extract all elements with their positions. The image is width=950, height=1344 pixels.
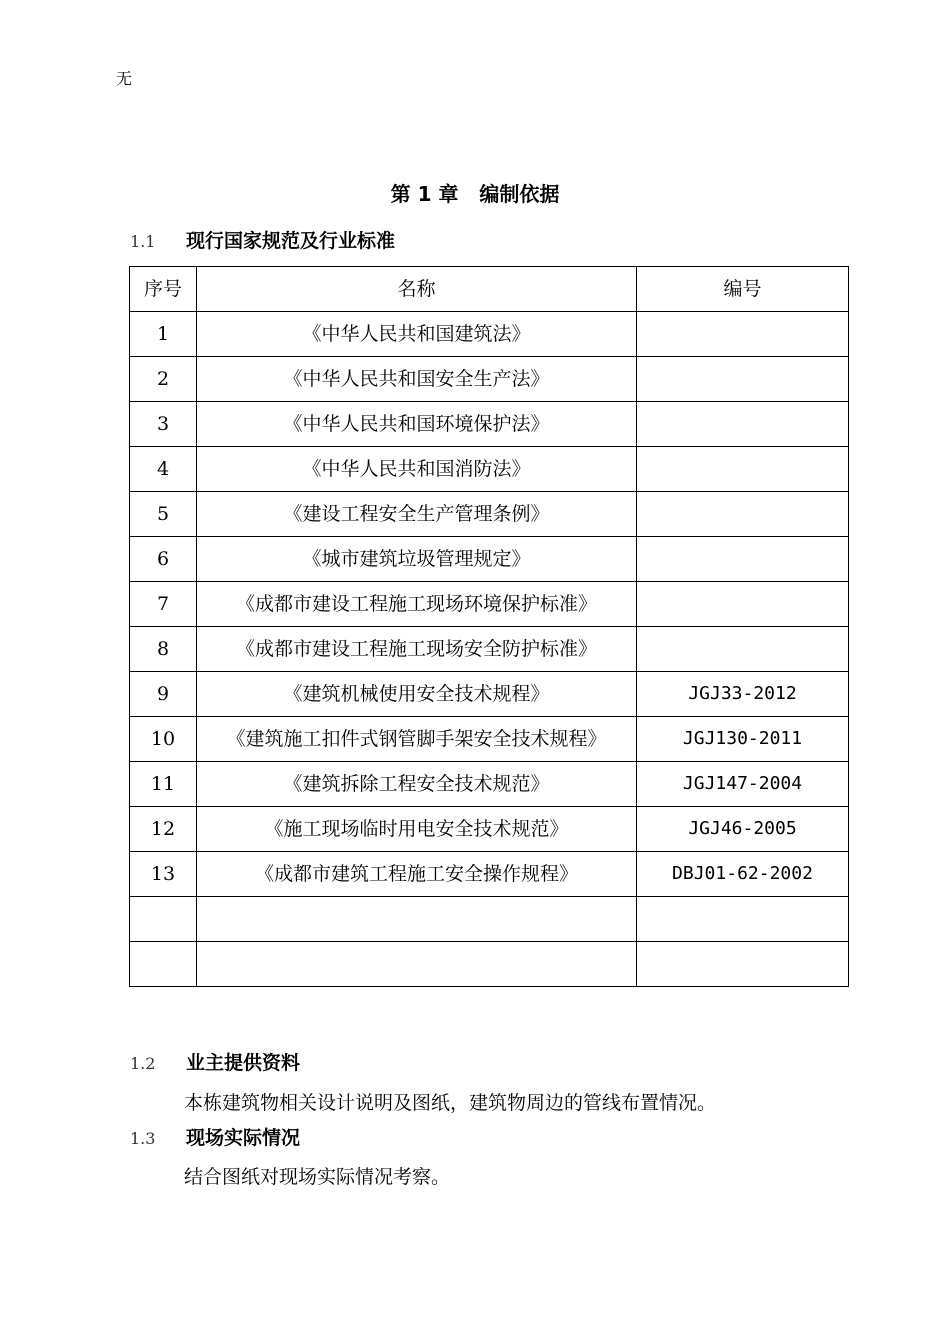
row-index: 7 (130, 582, 197, 627)
row-code (637, 402, 849, 447)
row-name: 《成都市建设工程施工现场环境保护标准》 (197, 582, 637, 627)
row-code: DBJ01-62-2002 (637, 852, 849, 897)
row-index (130, 942, 197, 987)
table-row (130, 492, 849, 537)
section-title: 现场实际情况 (186, 1127, 301, 1149)
row-name: 《建筑拆除工程安全技术规范》 (197, 762, 637, 807)
row-index (130, 897, 197, 942)
row-name: 《中华人民共和国建筑法》 (197, 312, 637, 357)
row-index: 8 (130, 627, 197, 672)
table-row (130, 357, 849, 402)
table-row (130, 762, 849, 807)
row-code (637, 897, 849, 942)
section-heading-1-1 (130, 226, 395, 256)
row-name: 《建筑施工扣件式钢管脚手架安全技术规程》 (197, 717, 637, 762)
table-row (130, 402, 849, 447)
row-index: 1 (130, 312, 197, 357)
row-code (637, 447, 849, 492)
row-name (197, 897, 637, 942)
table-row (130, 807, 849, 852)
row-code: JGJ46-2005 (637, 807, 849, 852)
row-index: 3 (130, 402, 197, 447)
row-name: 《城市建筑垃圾管理规定》 (197, 537, 637, 582)
table-row (130, 852, 849, 897)
table-row (130, 627, 849, 672)
row-code: JGJ130-2011 (637, 717, 849, 762)
chapter-title: 第 1 章 编制依据 (390, 182, 560, 206)
section-heading-1-2 (130, 1048, 300, 1078)
row-index: 5 (130, 492, 197, 537)
row-code (637, 357, 849, 402)
table-row (130, 897, 849, 942)
row-code (637, 582, 849, 627)
table-row (130, 717, 849, 762)
row-index: 6 (130, 537, 197, 582)
table-row (130, 672, 849, 717)
row-name: 《施工现场临时用电安全技术规范》 (197, 807, 637, 852)
header-index: 序号 (130, 267, 197, 312)
row-index: 9 (130, 672, 197, 717)
table-row (130, 537, 849, 582)
row-index: 13 (130, 852, 197, 897)
row-index: 12 (130, 807, 197, 852)
section-title: 现行国家规范及行业标准 (186, 230, 396, 252)
header-mark: 无 (116, 69, 133, 88)
section-1-3-text: 结合图纸对现场实际情况考察。 (184, 1166, 451, 1188)
section-1-2-text: 本栋建筑物相关设计说明及图纸，建筑物周边的管线布置情况。 (184, 1092, 717, 1114)
section-title: 业主提供资料 (186, 1052, 301, 1074)
standards-table (129, 266, 849, 987)
table-header-row (130, 267, 849, 312)
row-index: 4 (130, 447, 197, 492)
row-name: 《成都市建筑工程施工安全操作规程》 (197, 852, 637, 897)
row-name: 《建设工程安全生产管理条例》 (197, 492, 637, 537)
row-code: JGJ33-2012 (637, 672, 849, 717)
section-number: 1.1 (130, 232, 156, 251)
row-name: 《中华人民共和国安全生产法》 (197, 357, 637, 402)
section-heading-1-3 (130, 1123, 300, 1153)
section-number: 1.3 (130, 1129, 156, 1148)
row-code (637, 312, 849, 357)
header-name: 名称 (197, 267, 637, 312)
table-row (130, 582, 849, 627)
row-code (637, 942, 849, 987)
row-code: JGJ147-2004 (637, 762, 849, 807)
row-name (197, 942, 637, 987)
row-name: 《中华人民共和国环境保护法》 (197, 402, 637, 447)
row-index: 11 (130, 762, 197, 807)
row-code (637, 627, 849, 672)
row-index: 10 (130, 717, 197, 762)
row-code (637, 492, 849, 537)
row-name: 《建筑机械使用安全技术规程》 (197, 672, 637, 717)
row-name: 《成都市建设工程施工现场安全防护标准》 (197, 627, 637, 672)
table-row (130, 312, 849, 357)
table-row (130, 447, 849, 492)
section-number: 1.2 (130, 1054, 156, 1073)
row-index: 2 (130, 357, 197, 402)
row-code (637, 537, 849, 582)
row-name: 《中华人民共和国消防法》 (197, 447, 637, 492)
table-row (130, 942, 849, 987)
header-code: 编号 (637, 267, 849, 312)
